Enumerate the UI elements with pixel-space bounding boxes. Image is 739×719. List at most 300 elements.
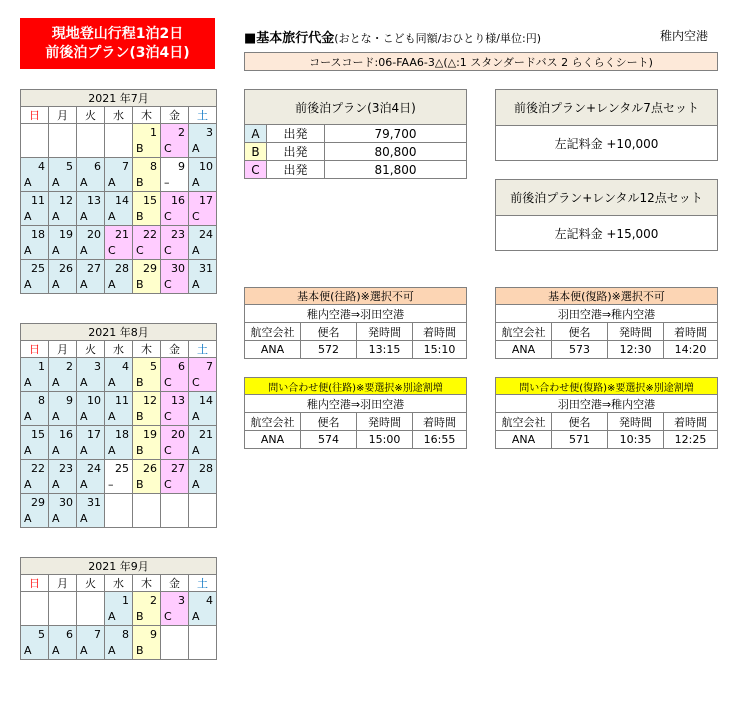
weekday-label: 水 <box>105 575 133 592</box>
price-heading <box>244 27 541 46</box>
price-code: B <box>245 143 267 161</box>
calendar-day-price-code: A <box>49 243 77 260</box>
col-airline: 航空会社 <box>496 323 552 341</box>
price-amount: 79,700 <box>325 125 467 143</box>
flight-number: 573 <box>552 341 608 359</box>
calendar-day <box>161 494 189 511</box>
calendar-day: 2 <box>161 124 189 141</box>
calendar-day-price-code <box>21 141 49 158</box>
calendar-day: 26 <box>133 460 161 477</box>
calendar-day-price-code: C <box>133 243 161 260</box>
price-code: A <box>245 125 267 143</box>
calendar-day: 10 <box>77 392 105 409</box>
calendar-day: 18 <box>21 226 49 243</box>
calendar-day: 5 <box>21 626 49 643</box>
flight-row <box>245 341 467 359</box>
flight-row <box>245 431 467 449</box>
plan-title-line1: 現地登山行程1泊2日 <box>51 25 184 42</box>
calendar-day-price-code: – <box>105 477 133 494</box>
calendar-day-price-code: C <box>161 141 189 158</box>
calendar-day-price-code: A <box>105 209 133 226</box>
calendar-day: 1 <box>105 592 133 609</box>
calendar-week-marks <box>21 477 217 494</box>
flight-number: 571 <box>552 431 608 449</box>
calendar-day: 16 <box>161 192 189 209</box>
calendar-day-price-code <box>77 609 105 626</box>
calendar-day: 21 <box>189 426 217 443</box>
calendar-day-price-code: A <box>189 477 217 494</box>
calendar-day-price-code: A <box>77 243 105 260</box>
airline: ANA <box>245 431 301 449</box>
weekday-label: 木 <box>133 107 161 124</box>
calendar-day: 12 <box>133 392 161 409</box>
airline: ANA <box>496 431 552 449</box>
calendar-day: 27 <box>161 460 189 477</box>
plan-title-line2: 前後泊プラン(3泊4日) <box>45 44 190 61</box>
calendar-day <box>161 626 189 643</box>
col-flight-no: 便名 <box>552 323 608 341</box>
calendar-day-price-code: A <box>21 277 49 294</box>
calendar-day: 23 <box>49 460 77 477</box>
col-arrival: 着時間 <box>664 323 718 341</box>
col-flight-no: 便名 <box>301 413 357 431</box>
price-amount: 80,800 <box>325 143 467 161</box>
calendar-day: 31 <box>77 494 105 511</box>
calendar-day-price-code: A <box>49 643 77 660</box>
rental12-table <box>495 179 718 251</box>
calendar-day: 14 <box>189 392 217 409</box>
calendar-day: 18 <box>105 426 133 443</box>
calendar-day: 27 <box>77 260 105 277</box>
calendar-day-price-code <box>49 609 77 626</box>
calendar-day: 7 <box>105 158 133 175</box>
calendar-day-price-code: B <box>133 277 161 294</box>
calendar-week-marks <box>21 141 217 158</box>
calendar-day-price-code: A <box>21 643 49 660</box>
calendar-day-price-code <box>105 141 133 158</box>
calendar-day-price-code: A <box>189 243 217 260</box>
calendar-week-days <box>21 358 217 375</box>
calendar-day: 25 <box>105 460 133 477</box>
calendar-day: 21 <box>105 226 133 243</box>
calendar-day: 20 <box>77 226 105 243</box>
calendar-day-price-code: A <box>49 409 77 426</box>
calendar-week-days <box>21 494 217 511</box>
calendar-day-price-code: A <box>105 409 133 426</box>
calendar-day-price-code: – <box>161 175 189 192</box>
calendar-day: 1 <box>133 124 161 141</box>
weekday-label: 水 <box>105 341 133 358</box>
calendar-day-price-code: B <box>133 643 161 660</box>
departure-time: 13:15 <box>357 341 413 359</box>
calendar-day-price-code: A <box>105 277 133 294</box>
weekday-label: 土 <box>189 575 217 592</box>
calendar-day-price-code: A <box>189 141 217 158</box>
calendar-day: 4 <box>21 158 49 175</box>
flight-table-title: 問い合わせ便(復路)※要選択※別途割増 <box>496 378 718 395</box>
basic-return-flight-table <box>495 287 718 359</box>
col-departure: 発時間 <box>608 413 664 431</box>
weekday-label: 木 <box>133 341 161 358</box>
calendar-day: 7 <box>77 626 105 643</box>
calendar-week-days <box>21 426 217 443</box>
weekday-header-row <box>21 341 217 358</box>
calendar-day-price-code: A <box>21 209 49 226</box>
calendar-day-price-code: A <box>189 443 217 460</box>
calendar-day <box>49 124 77 141</box>
calendar-week-marks <box>21 375 217 392</box>
calendar-day: 22 <box>21 460 49 477</box>
calendar-day-price-code: B <box>133 209 161 226</box>
airline: ANA <box>496 341 552 359</box>
flight-table-title: 基本便(往路)※選択不可 <box>245 288 467 305</box>
calendar-day <box>105 124 133 141</box>
calendar-day-price-code <box>161 511 189 528</box>
weekday-label: 土 <box>189 107 217 124</box>
calendar-day-price-code: B <box>133 443 161 460</box>
calendar-day-price-code: A <box>21 443 49 460</box>
calendar-day: 8 <box>21 392 49 409</box>
weekday-label: 木 <box>133 575 161 592</box>
calendar-day: 26 <box>49 260 77 277</box>
calendar-day-price-code: A <box>77 277 105 294</box>
flight-route: 稚内空港⇒羽田空港 <box>245 395 467 413</box>
calendar-day-price-code: A <box>49 175 77 192</box>
calendar-day-price-code <box>49 141 77 158</box>
rental7-table <box>495 89 718 161</box>
calendar-day-price-code: B <box>133 609 161 626</box>
col-airline: 航空会社 <box>496 413 552 431</box>
calendar-day-price-code: A <box>21 511 49 528</box>
airline: ANA <box>245 341 301 359</box>
weekday-label: 火 <box>77 575 105 592</box>
price-heading-main: ■基本旅行代金 <box>244 31 335 46</box>
calendar-day-price-code <box>189 643 217 660</box>
weekday-label: 金 <box>161 341 189 358</box>
calendar-week-marks <box>21 609 217 626</box>
flight-number: 574 <box>301 431 357 449</box>
calendar-week-marks <box>21 243 217 260</box>
calendar-day: 6 <box>161 358 189 375</box>
price-code: C <box>245 161 267 179</box>
calendar-week-days <box>21 460 217 477</box>
calendar-week-marks <box>21 511 217 528</box>
departure-time: 15:00 <box>357 431 413 449</box>
rental12-header: 前後泊プラン+レンタル12点セット <box>496 180 718 216</box>
calendar-day-price-code: A <box>49 443 77 460</box>
calendar-day-price-code: C <box>161 209 189 226</box>
calendar-day-price-code: A <box>105 443 133 460</box>
flight-table-title: 問い合わせ便(往路)※要選択※別途割増 <box>245 378 467 395</box>
col-arrival: 着時間 <box>413 413 467 431</box>
calendar-day: 1 <box>21 358 49 375</box>
rental7-value: 左記料金 +10,000 <box>496 126 718 161</box>
calendar-week-days <box>21 226 217 243</box>
departure-time: 12:30 <box>608 341 664 359</box>
calendar-day-price-code: B <box>133 141 161 158</box>
calendar-day-price-code: A <box>21 477 49 494</box>
calendar-day: 28 <box>105 260 133 277</box>
weekday-label: 月 <box>49 107 77 124</box>
calendar-day: 11 <box>21 192 49 209</box>
calendar-day: 5 <box>49 158 77 175</box>
calendar-day: 30 <box>161 260 189 277</box>
price-amount: 81,800 <box>325 161 467 179</box>
flight-route: 羽田空港⇒稚内空港 <box>496 305 718 323</box>
calendar-day: 30 <box>49 494 77 511</box>
calendar-day: 15 <box>133 192 161 209</box>
col-flight-no: 便名 <box>552 413 608 431</box>
calendar-day: 4 <box>105 358 133 375</box>
weekday-label: 日 <box>21 341 49 358</box>
calendar-day-price-code <box>105 511 133 528</box>
calendar-day-price-code: A <box>77 409 105 426</box>
price-table-header: 前後泊プラン(3泊4日) <box>245 90 467 125</box>
calendar-day: 9 <box>49 392 77 409</box>
weekday-label: 金 <box>161 107 189 124</box>
calendar-day <box>189 494 217 511</box>
calendar-day: 7 <box>189 358 217 375</box>
calendar-day-price-code <box>21 609 49 626</box>
calendar-day: 13 <box>161 392 189 409</box>
rental12-value: 左記料金 +15,000 <box>496 216 718 251</box>
flight-number: 572 <box>301 341 357 359</box>
calendar-day: 12 <box>49 192 77 209</box>
calendar-day: 9 <box>161 158 189 175</box>
calendar-day <box>77 592 105 609</box>
calendar-day-price-code: A <box>105 609 133 626</box>
calendar-week-days <box>21 592 217 609</box>
calendar-day-price-code: A <box>77 643 105 660</box>
calendar-day: 8 <box>105 626 133 643</box>
calendar-day-price-code: B <box>133 477 161 494</box>
calendar-day: 19 <box>133 426 161 443</box>
calendar-day: 22 <box>133 226 161 243</box>
calendar-day: 28 <box>189 460 217 477</box>
calendar-day: 24 <box>189 226 217 243</box>
calendar-day-price-code: A <box>49 477 77 494</box>
calendar-day-price-code: A <box>189 175 217 192</box>
col-arrival: 着時間 <box>413 323 467 341</box>
calendar-week-days <box>21 626 217 643</box>
weekday-header-row <box>21 575 217 592</box>
calendar-day: 3 <box>77 358 105 375</box>
calendar-title-row <box>21 558 217 575</box>
calendar-week-marks <box>21 277 217 294</box>
price-label: 出発 <box>267 161 325 179</box>
calendar-month-title: 2021 年7月 <box>21 90 217 107</box>
calendar-day: 14 <box>105 192 133 209</box>
calendar-day: 4 <box>189 592 217 609</box>
calendar-day-price-code: C <box>161 609 189 626</box>
calendar-day: 24 <box>77 460 105 477</box>
plan-title-box <box>20 18 215 69</box>
calendar-day-price-code: A <box>105 375 133 392</box>
col-departure: 発時間 <box>357 323 413 341</box>
price-row-a <box>245 125 467 143</box>
calendar-week-days <box>21 124 217 141</box>
calendar-day-price-code: C <box>161 277 189 294</box>
calendar-day: 2 <box>133 592 161 609</box>
calendar-day: 15 <box>21 426 49 443</box>
calendar-day: 10 <box>189 158 217 175</box>
calendar-day <box>21 124 49 141</box>
calendar-day: 6 <box>49 626 77 643</box>
calendar-day-price-code: A <box>21 375 49 392</box>
weekday-label: 月 <box>49 341 77 358</box>
flight-route: 羽田空港⇒稚内空港 <box>496 395 718 413</box>
calendar-day-price-code: B <box>133 409 161 426</box>
calendar-july <box>20 89 217 294</box>
calendar-day-price-code: C <box>161 443 189 460</box>
price-table <box>244 89 467 179</box>
calendar-day-price-code: A <box>77 477 105 494</box>
calendar-day-price-code: A <box>21 175 49 192</box>
calendar-day: 3 <box>161 592 189 609</box>
calendar-august <box>20 323 217 528</box>
calendar-week-days <box>21 260 217 277</box>
calendar-day-price-code <box>189 511 217 528</box>
calendar-title-row <box>21 324 217 341</box>
calendar-day: 9 <box>133 626 161 643</box>
arrival-time: 15:10 <box>413 341 467 359</box>
departure-airport: 稚内空港 <box>660 29 709 43</box>
calendar-day-price-code <box>161 643 189 660</box>
calendar-day: 13 <box>77 192 105 209</box>
calendar-day <box>77 124 105 141</box>
calendar-week-marks <box>21 175 217 192</box>
calendar-day: 6 <box>77 158 105 175</box>
calendar-day-price-code <box>77 141 105 158</box>
calendar-day: 20 <box>161 426 189 443</box>
calendar-week-marks <box>21 443 217 460</box>
calendar-day-price-code: A <box>49 511 77 528</box>
col-flight-no: 便名 <box>301 323 357 341</box>
price-heading-sub: (おとな・こども同額/おひとり様/単位:円) <box>334 32 541 45</box>
calendar-day-price-code: A <box>77 209 105 226</box>
calendar-day-price-code: A <box>77 375 105 392</box>
calendar-week-marks <box>21 643 217 660</box>
price-row-c <box>245 161 467 179</box>
calendar-day: 3 <box>189 124 217 141</box>
calendar-day-price-code: A <box>105 175 133 192</box>
calendar-day: 31 <box>189 260 217 277</box>
col-departure: 発時間 <box>357 413 413 431</box>
calendar-day-price-code: C <box>105 243 133 260</box>
course-code: コースコード:06-FAA6-3△(△:1 スタンダードバス 2 らくらくシート) <box>244 52 718 71</box>
calendar-day: 23 <box>161 226 189 243</box>
weekday-label: 日 <box>21 107 49 124</box>
calendar-day-price-code: A <box>77 443 105 460</box>
inquiry-return-flight-table <box>495 377 718 449</box>
calendar-week-days <box>21 392 217 409</box>
calendar-day: 11 <box>105 392 133 409</box>
rental7-header: 前後泊プラン+レンタル7点セット <box>496 90 718 126</box>
weekday-label: 水 <box>105 107 133 124</box>
calendar-week-days <box>21 158 217 175</box>
calendar-day: 16 <box>49 426 77 443</box>
calendar-title-row <box>21 90 217 107</box>
calendar-day: 25 <box>21 260 49 277</box>
calendar-day-price-code: A <box>189 277 217 294</box>
col-arrival: 着時間 <box>664 413 718 431</box>
calendar-day: 17 <box>189 192 217 209</box>
calendar-day-price-code: A <box>189 609 217 626</box>
arrival-time: 14:20 <box>664 341 718 359</box>
calendar-day-price-code: A <box>21 409 49 426</box>
flight-table-title: 基本便(復路)※選択不可 <box>496 288 718 305</box>
calendar-day <box>49 592 77 609</box>
calendar-day-price-code: A <box>189 409 217 426</box>
calendar-september <box>20 557 217 660</box>
calendar-month-title: 2021 年8月 <box>21 324 217 341</box>
flight-route: 稚内空港⇒羽田空港 <box>245 305 467 323</box>
calendar-day: 19 <box>49 226 77 243</box>
calendar-day-price-code: C <box>161 477 189 494</box>
col-departure: 発時間 <box>608 323 664 341</box>
col-airline: 航空会社 <box>245 413 301 431</box>
price-row-b <box>245 143 467 161</box>
calendar-day-price-code <box>133 511 161 528</box>
calendar-day <box>21 592 49 609</box>
weekday-label: 日 <box>21 575 49 592</box>
flight-row <box>496 341 718 359</box>
calendar-day <box>133 494 161 511</box>
calendar-week-marks <box>21 209 217 226</box>
calendar-day: 8 <box>133 158 161 175</box>
calendar-day-price-code: C <box>189 375 217 392</box>
weekday-label: 土 <box>189 341 217 358</box>
calendar-day-price-code: A <box>77 175 105 192</box>
calendar-day-price-code: C <box>189 209 217 226</box>
calendar-day-price-code: A <box>49 209 77 226</box>
calendar-day <box>189 626 217 643</box>
calendar-month-title: 2021 年9月 <box>21 558 217 575</box>
calendar-day-price-code: A <box>105 643 133 660</box>
col-airline: 航空会社 <box>245 323 301 341</box>
calendar-day: 5 <box>133 358 161 375</box>
departure-time: 10:35 <box>608 431 664 449</box>
calendar-day <box>105 494 133 511</box>
calendar-day-price-code: A <box>49 277 77 294</box>
calendar-day-price-code: B <box>133 175 161 192</box>
calendar-day-price-code: A <box>77 511 105 528</box>
inquiry-outbound-flight-table <box>244 377 467 449</box>
weekday-label: 火 <box>77 107 105 124</box>
arrival-time: 16:55 <box>413 431 467 449</box>
arrival-time: 12:25 <box>664 431 718 449</box>
weekday-label: 月 <box>49 575 77 592</box>
calendar-day: 29 <box>133 260 161 277</box>
calendar-day: 17 <box>77 426 105 443</box>
calendar-day-price-code: C <box>161 243 189 260</box>
flight-row <box>496 431 718 449</box>
weekday-header-row <box>21 107 217 124</box>
weekday-label: 火 <box>77 341 105 358</box>
calendar-day-price-code: C <box>161 375 189 392</box>
calendar-day-price-code: C <box>161 409 189 426</box>
calendar-day-price-code: A <box>49 375 77 392</box>
calendar-week-days <box>21 192 217 209</box>
price-label: 出発 <box>267 143 325 161</box>
calendar-day: 29 <box>21 494 49 511</box>
calendar-day: 2 <box>49 358 77 375</box>
weekday-label: 金 <box>161 575 189 592</box>
calendar-day-price-code: A <box>21 243 49 260</box>
price-label: 出発 <box>267 125 325 143</box>
basic-outbound-flight-table <box>244 287 467 359</box>
calendar-week-marks <box>21 409 217 426</box>
